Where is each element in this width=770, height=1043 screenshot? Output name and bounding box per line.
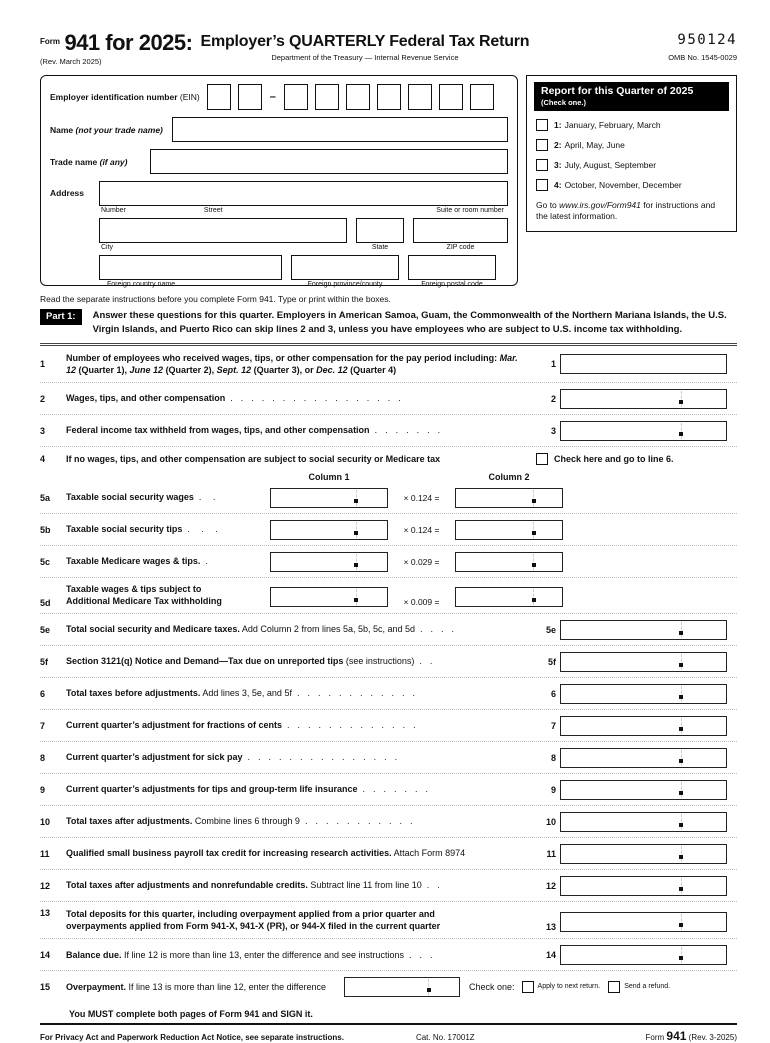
number-sublabel: Number [101, 207, 126, 214]
line-7-box-number: 7 [550, 720, 556, 731]
quarter-2-number: 2: [554, 140, 562, 150]
line-2-number: 2 [40, 393, 46, 404]
line-4-check-area [536, 453, 737, 465]
line-5f-amount-box[interactable] [560, 652, 727, 672]
line-14-number: 14 [40, 949, 51, 960]
line-5f-label: Section 3121(q) Notice and Demand—Tax due on unreported tips (see instructions) . . [66, 656, 434, 667]
line-14-amount-box[interactable] [560, 945, 727, 965]
line-3-amount-box[interactable] [560, 421, 727, 441]
line-8-amount-box[interactable] [560, 748, 727, 768]
ein-digit-box[interactable] [377, 84, 401, 110]
line-6-amount-box[interactable] [560, 684, 727, 704]
quarter-3-number: 3: [554, 160, 562, 170]
line-3-box-number: 3 [550, 425, 556, 436]
line-13-row [40, 908, 737, 939]
employer-info-box [40, 75, 518, 286]
send-a-refund-checkbox[interactable] [608, 981, 620, 993]
line-4-label: If no wages, tips, and other compensation are subject to social security or Medicare tax [66, 453, 441, 464]
ein-digit-box[interactable] [315, 84, 339, 110]
line-5c-col2-box[interactable] [455, 552, 563, 572]
address-row [50, 181, 508, 214]
line-13-label: Total deposits for this quarter, including overpayment applied from a prior quarter and overpayments applied from Form 941-X, 941-X (PR), or 944-X filed in the current quarter [66, 908, 441, 932]
form-revision: (Rev. March 2025) [40, 57, 102, 66]
quarter-2-checkbox[interactable] [536, 139, 548, 151]
form-word: Form [40, 37, 60, 46]
apply-to-next-return-label: Apply to next return. [537, 983, 601, 991]
city-col [99, 218, 347, 251]
line-5e-number: 5e [40, 624, 51, 635]
foreign-country-sublabel: Foreign country name [107, 281, 176, 288]
foreign-address-row [99, 255, 508, 288]
line-9-box-number: 9 [550, 784, 556, 795]
quarter-box-header [534, 82, 729, 111]
part1-heading: Answer these questions for this quarter. Employers in American Samoa, Guam, the Commonwealth of the Northern Mariana Islands, the U.S. Virgin Islands, and Puerto Rico can skip lines 2 and 3, unless you have employees who are subject to U.S. income tax withholding. [92, 310, 727, 336]
line-1-box-number: 1 [550, 359, 556, 370]
line-5a-number: 5a [40, 493, 51, 504]
line-15-label: Overpayment. If line 13 is more than line 12, enter the difference [66, 981, 326, 992]
column-1-header: Column 1 [308, 472, 350, 483]
irs-url-link[interactable]: www.irs.gov/Form941 [559, 200, 641, 210]
form-id-block [40, 30, 192, 66]
ein-boxes [207, 84, 494, 110]
quarter-4-number: 4: [554, 180, 562, 190]
line-6-box-number: 6 [550, 688, 556, 699]
line-5d-label: Taxable wages & tips subject to Additional Medicare Tax withholding [66, 584, 222, 606]
line-1-row [40, 352, 737, 383]
quarter-2-label: April, May, June [564, 140, 625, 150]
must-complete-notice: You MUST complete both pages of Form 941 and SIGN it. [40, 1009, 737, 1025]
foreign-country-input[interactable] [99, 255, 282, 280]
line-2-label: Wages, tips, and other compensation . . . . . . . . . . . . . . . . . [66, 393, 402, 404]
line-5c-number: 5c [40, 557, 51, 568]
line-7-amount-box[interactable] [560, 716, 727, 736]
ein-digit-box[interactable] [470, 84, 494, 110]
line-10-amount-box[interactable] [560, 812, 727, 832]
department-line: Department of the Treasury — Internal Revenue Service [271, 53, 459, 62]
line-5b-col2-box[interactable] [455, 520, 563, 540]
line-7-number: 7 [40, 720, 46, 731]
line-9-amount-box[interactable] [560, 780, 727, 800]
form-code: 950124 [677, 32, 737, 48]
line-3-row [40, 421, 737, 447]
line-11-amount-box[interactable] [560, 844, 727, 864]
line-5b-col1-box[interactable] [270, 520, 388, 540]
line-1-label: Number of employees who received wages, tips, or other compensation for the pay period including: Mar. 12 (Quarter 1), June 12 (Quarter 2), Sept. 12 (Quarter 3), or Dec. 12 (Quarter 4) [66, 352, 518, 376]
address-street-input[interactable] [99, 181, 508, 206]
city-sublabel: City [101, 244, 114, 251]
line-5e-amount-box[interactable] [560, 620, 727, 640]
line-2-box-number: 2 [550, 393, 556, 404]
line-5e-box-number: 5e [545, 624, 556, 635]
line-6-number: 6 [40, 688, 46, 699]
page-title: Employer’s QUARTERLY Federal Tax Return [200, 33, 530, 50]
line-4-number: 4 [40, 453, 46, 464]
line-8-row [40, 748, 737, 774]
quarter-option-3 [534, 159, 729, 171]
catalog-number: Cat. No. 17001Z [415, 1032, 475, 1042]
line-14-row [40, 945, 737, 971]
name-input[interactable] [172, 117, 508, 142]
foreign-province-col [291, 255, 399, 288]
foreign-province-input[interactable] [291, 255, 399, 280]
line-1-amount-box[interactable] [560, 354, 727, 374]
line-12-box-number: 12 [545, 880, 556, 891]
column-2-header: Column 2 [488, 472, 530, 483]
line-10-box-number: 10 [545, 816, 556, 827]
column-headers [40, 472, 737, 482]
line-5c-label: Taxable Medicare wages & tips. . [66, 556, 209, 567]
apply-to-next-return-checkbox[interactable] [522, 981, 534, 993]
quarter-report-box [526, 75, 737, 232]
line-14-box-number: 14 [545, 949, 556, 960]
city-input[interactable] [99, 218, 347, 243]
quarter-box-subtitle: (Check one.) [541, 98, 587, 107]
line-5c-col1-box[interactable] [270, 552, 388, 572]
line-3-label: Federal income tax withheld from wages, tips, and other compensation . . . . . . . [66, 425, 442, 436]
ein-digit-box[interactable] [346, 84, 370, 110]
line-10-row [40, 812, 737, 838]
quarter-4-label: October, November, December [564, 180, 682, 190]
line-1-number: 1 [40, 359, 46, 370]
quarter-1-number: 1: [554, 120, 562, 130]
line-15-number: 15 [40, 981, 51, 992]
foreign-postal-sublabel: Foreign postal code [421, 281, 483, 288]
line-11-label: Qualified small business payroll tax credit for increasing research activities. Attach Form 8974 [66, 848, 466, 859]
line-11-box-number: 11 [546, 848, 556, 859]
line-2-amount-box[interactable] [560, 389, 727, 409]
ein-dash: – [269, 91, 276, 103]
form-footer-id: Form 941 (Rev. 3-2025) [645, 1028, 737, 1043]
line-7-label: Current quarter’s adjustment for fractions of cents . . . . . . . . . . . . . [66, 720, 417, 731]
line-10-number: 10 [40, 816, 51, 827]
form-title-block [192, 30, 529, 62]
line-5d-row [40, 584, 737, 613]
quarter-1-checkbox[interactable] [536, 119, 548, 131]
address-sublabels [99, 207, 508, 214]
line-12-row [40, 876, 737, 902]
line-5c-multiplier: × 0.029 = [403, 557, 440, 568]
line-9-label: Current quarter’s adjustments for tips and group-term life insurance . . . . . . . [66, 784, 430, 795]
part1-tag: Part 1: [40, 309, 82, 325]
line-14-label: Balance due. If line 12 is more than line 13, enter the difference and see instructions . . . [66, 949, 434, 960]
line-5e-label: Total social security and Medicare taxes. Add Column 2 from lines 5a, 5b, 5c, and 5d . . . . [66, 624, 456, 635]
state-sublabel: State [371, 244, 389, 251]
line-12-amount-box[interactable] [560, 876, 727, 896]
zip-sublabel: ZIP code [446, 244, 475, 251]
line-12-number: 12 [40, 880, 51, 891]
line-5b-multiplier: × 0.124 = [403, 525, 440, 536]
send-a-refund-label: Send a refund. [624, 983, 671, 991]
line-5b-label: Taxable social security tips . . . [66, 524, 219, 535]
line-7-row [40, 716, 737, 742]
state-col [356, 218, 404, 251]
name-row [50, 117, 508, 142]
trade-name-label: Trade name (if any) [50, 156, 128, 167]
quarter-option-2 [534, 139, 729, 151]
quarter-4-checkbox[interactable] [536, 179, 548, 191]
line-5d-multiplier: × 0.009 = [403, 596, 440, 607]
line-4-row [40, 453, 737, 466]
foreign-country-col [99, 255, 282, 288]
ein-label: Employer identification number (EIN) [50, 92, 200, 102]
line-5f-row [40, 652, 737, 678]
page-footer [40, 1029, 737, 1043]
line-4-checkbox[interactable] [536, 453, 548, 465]
line-5b-row [40, 520, 737, 546]
form-header [40, 30, 737, 66]
line-11-number: 11 [40, 848, 50, 859]
line-5e-row [40, 620, 737, 646]
line-5a-row [40, 488, 737, 514]
part1-header [40, 309, 737, 346]
privacy-act-notice: For Privacy Act and Paperwork Reduction Act Notice, see separate instructions. [40, 1032, 344, 1042]
line-2-row [40, 389, 737, 415]
line-6-row [40, 684, 737, 710]
line-13-number: 13 [40, 907, 51, 918]
form-meta-block [668, 30, 737, 62]
line-8-number: 8 [40, 752, 46, 763]
address-label: Address [50, 188, 85, 198]
line-5d-number: 5d [40, 597, 51, 608]
line-5a-multiplier: × 0.124 = [403, 493, 440, 504]
foreign-postal-col [408, 255, 496, 288]
read-instructions-line: Read the separate instructions before you complete Form 941. Type or print within the boxes. [40, 294, 391, 304]
zip-input[interactable] [413, 218, 508, 243]
line-5b-number: 5b [40, 525, 51, 536]
ein-digit-box[interactable] [284, 84, 308, 110]
line-5f-number: 5f [40, 656, 49, 667]
quarter-option-4 [534, 179, 729, 191]
line-4-check-label: Check here and go to line 6. [554, 453, 674, 464]
line-8-label: Current quarter’s adjustment for sick pay . . . . . . . . . . . . . . . [66, 752, 399, 763]
line-13-box-number: 13 [545, 921, 556, 932]
line-10-label: Total taxes after adjustments. Combine lines 6 through 9 . . . . . . . . . . . [66, 816, 414, 827]
ein-row [50, 84, 508, 110]
state-input[interactable] [356, 218, 404, 243]
line-3-number: 3 [40, 425, 46, 436]
goto-instructions: Go to www.irs.gov/Form941 for instructions and the latest information. [536, 200, 716, 222]
trade-name-input[interactable] [150, 149, 508, 174]
line-5a-col1-box[interactable] [270, 488, 388, 508]
trade-name-row [50, 149, 508, 174]
form-number-title: 941 for 2025: [64, 30, 193, 55]
line-5d-col2-box[interactable] [455, 587, 563, 607]
quarter-box-title: Report for this Quarter of 2025 [541, 85, 694, 97]
street-sublabel: Street [203, 207, 223, 214]
line-9-number: 9 [40, 784, 46, 795]
quarter-3-label: July, August, September [564, 160, 657, 170]
line-15-row [40, 977, 737, 997]
quarter-option-1 [534, 119, 729, 131]
name-label: Name (not your trade name) [50, 124, 163, 135]
ein-digit-box[interactable] [207, 84, 231, 110]
zip-col [413, 218, 508, 251]
line-12-label: Total taxes after adjustments and nonrefundable credits. Subtract line 11 from line 10 . . [66, 880, 441, 891]
line-5a-label: Taxable social security wages . . [66, 492, 217, 503]
ein-digit-box[interactable] [439, 84, 463, 110]
line-8-box-number: 8 [550, 752, 556, 763]
line-5f-box-number: 5f [547, 656, 556, 667]
omb-number: OMB No. 1545-0029 [668, 53, 737, 62]
foreign-postal-input[interactable] [408, 255, 496, 280]
line-11-row [40, 844, 737, 870]
city-state-zip-row [99, 218, 508, 251]
line-6-label: Total taxes before adjustments. Add lines 3, 5e, and 5f . . . . . . . . . . . . [66, 688, 416, 699]
suite-sublabel: Suite or room number [436, 207, 504, 214]
quarter-1-label: January, February, March [564, 120, 661, 130]
ein-digit-box[interactable] [238, 84, 262, 110]
line-5a-col2-box[interactable] [455, 488, 563, 508]
line-5d-col1-box[interactable] [270, 587, 388, 607]
line-13-amount-box[interactable] [560, 912, 727, 932]
ein-digit-box[interactable] [408, 84, 432, 110]
line-15-amount-box[interactable] [344, 977, 460, 997]
line-5c-row [40, 552, 737, 578]
line-9-row [40, 780, 737, 806]
check-one-label: Check one: [469, 981, 515, 992]
foreign-province-sublabel: Foreign province/county [307, 281, 383, 288]
quarter-3-checkbox[interactable] [536, 159, 548, 171]
